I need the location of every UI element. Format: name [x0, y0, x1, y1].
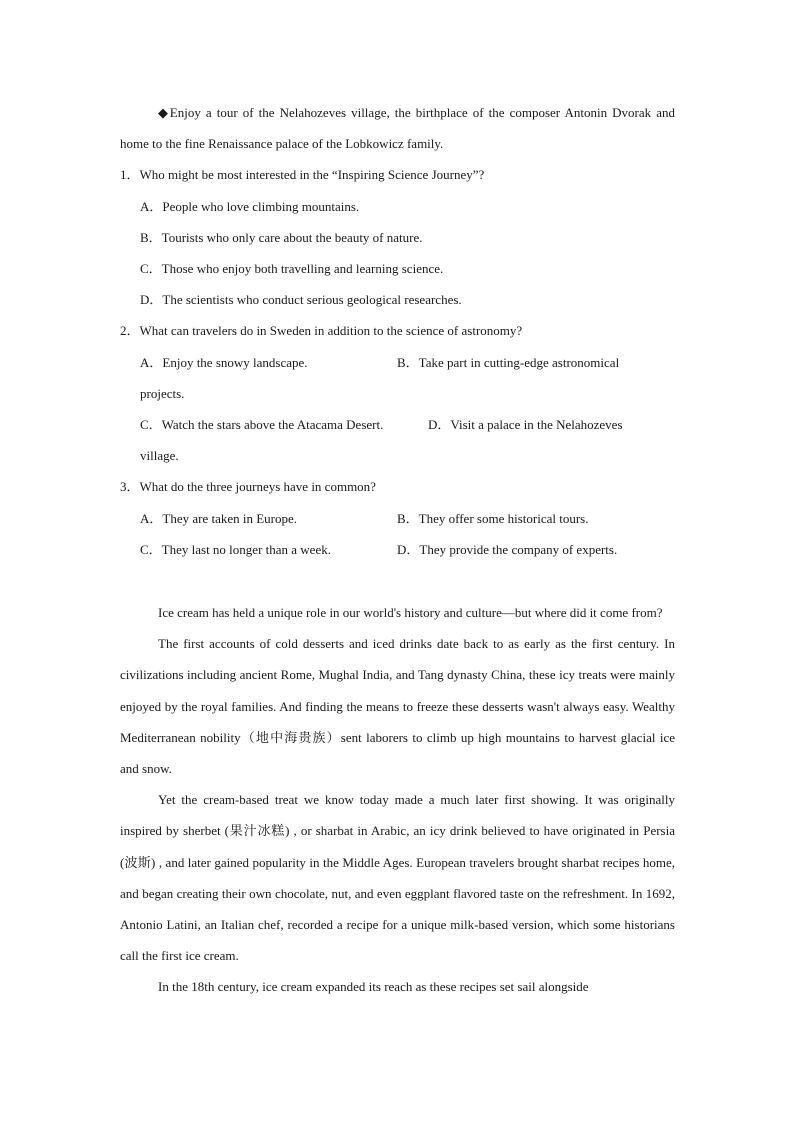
option-a: A．They are taken in Europe. — [140, 510, 298, 526]
intro-paragraph: ◆Enjoy a tour of the Nelahozeves village, the birthplace of the composer Antonin Dvorak and home to the fine Renaissance palace of the Lobkowicz family. — [120, 105, 675, 152]
option-d-wrap: village. — [140, 448, 179, 464]
document-page — [120, 97, 675, 1003]
question-stem: 1．Who might be most interested in the “Inspiring Science Journey”? — [120, 167, 485, 183]
option-row — [120, 503, 675, 534]
option-a: A．People who love climbing mountains. — [140, 198, 360, 214]
option-b: B．They offer some historical tours. — [397, 510, 589, 526]
option-b-wrap: projects. — [140, 385, 185, 401]
option-b: B．Tourists who only care about the beauty of nature. — [140, 229, 423, 245]
question-1 — [120, 159, 675, 315]
option-b-line1: B．Take part in cutting-edge astronomical — [397, 354, 620, 370]
question-stem: 3．What do the three journeys have in common? — [120, 479, 376, 495]
question-3 — [120, 471, 675, 565]
question-2 — [120, 315, 675, 471]
option-d-line1: D．Visit a palace in the Nelahozeves — [428, 417, 623, 433]
section-gap — [120, 565, 675, 597]
option-row — [120, 409, 675, 440]
passage-paragraph-3: Yet the cream-based treat we know today made a much later first showing. It was originally inspired by sherbet (果汁冰糕) , or sharbat in Arabic, an icy drink believed to have originated in Persia (波斯) , and later gained popularity in the Middle Ages. European travelers brought sharbat recipes home, and began creating their own chocolate, nut, and even eggplant flavored taste on the refreshment. In 1692, Antonio Latini, an Italian chef, recorded a recipe for a unique milk-based version, which some historians call the first ice cream. — [120, 792, 675, 964]
question-stem: 2．What can travelers do in Sweden in addition to the science of astronomy? — [120, 323, 523, 339]
option-row — [120, 534, 675, 565]
option-d: D．They provide the company of experts. — [397, 541, 618, 557]
passage-paragraph-4: In the 18th century, ice cream expanded its reach as these recipes set sail alongside — [158, 979, 589, 995]
option-c: C．They last no longer than a week. — [140, 541, 331, 557]
option-row — [120, 347, 675, 378]
passage-paragraph-2: The first accounts of cold desserts and iced drinks date back to as early as the first century. In civilizations including ancient Rome, Mughal India, and Tang dynasty China, these icy treats were mainly enjoyed by the royal families. And finding the means to freeze these desserts wasn't always easy. Wealthy Mediterranean nobility（地中海贵族）sent laborers to climb up high mountains to harvest glacial ice and snow. — [120, 636, 675, 777]
option-c: C．Those who enjoy both travelling and learning science. — [140, 261, 444, 277]
option-a: A．Enjoy the snowy landscape. — [140, 354, 308, 370]
option-c: C．Watch the stars above the Atacama Desert. — [140, 417, 384, 433]
passage-paragraph-1: Ice cream has held a unique role in our world's history and culture—but where did it come from? — [158, 605, 663, 621]
option-d: D．The scientists who conduct serious geological researches. — [140, 292, 462, 308]
